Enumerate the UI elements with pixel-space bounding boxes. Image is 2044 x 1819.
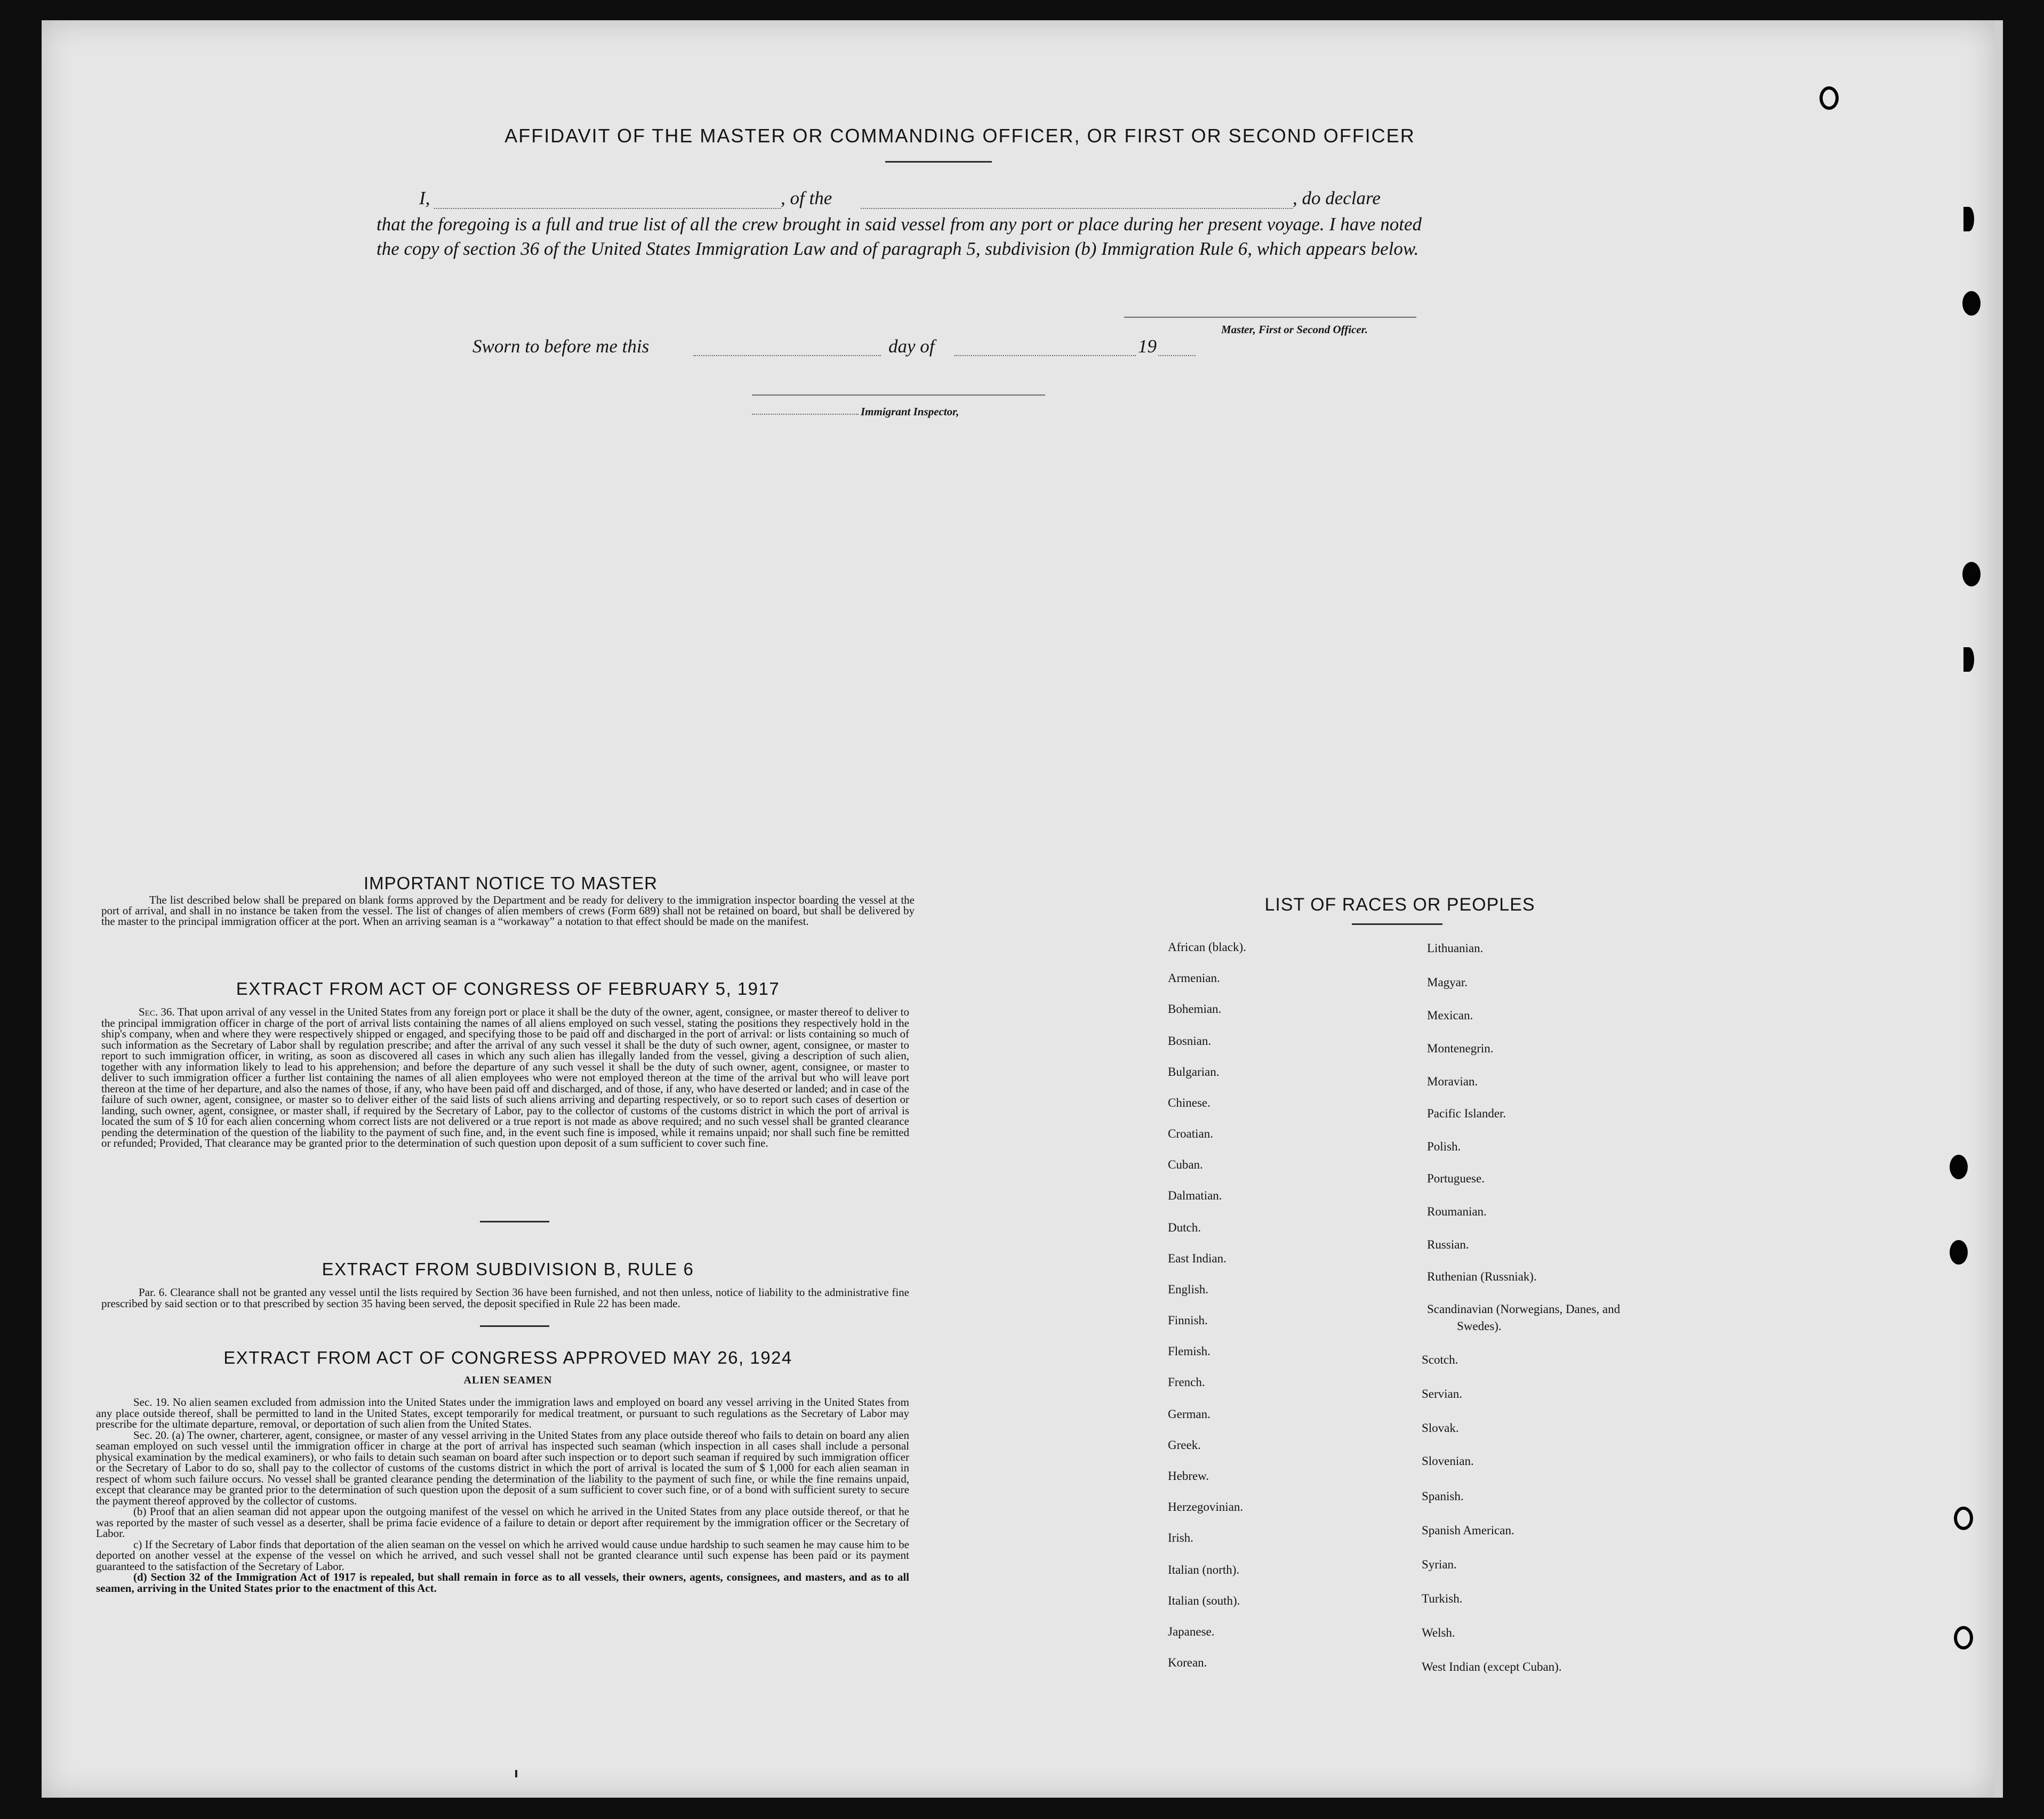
sworn-year-field[interactable]: [1158, 355, 1196, 356]
act-1917-sec-label: Sec. 36.: [139, 1005, 175, 1018]
page-edge: [1994, 20, 2003, 1798]
race-item: Servian.: [1422, 1387, 1463, 1401]
race-item: Italian (south).: [1168, 1594, 1240, 1607]
inspector-signature-line[interactable]: [752, 395, 1045, 396]
rule-6-title: EXTRACT FROM SUBDIVISION B, RULE 6: [322, 1259, 694, 1279]
punch-hole: [1954, 1626, 1973, 1649]
rule-6-body: [101, 1287, 909, 1309]
affidavit-body: that the foregoing is a full and true list of all the crew brought in said vessel from any port or place during her present voyage. I have noted the copy of section 36 of the United States Immigration Law and of paragraph 5, subdivision (b) Immigration Rule 6, which appears below.: [376, 214, 1422, 259]
race-item: West Indian (except Cuban).: [1422, 1660, 1562, 1673]
race-item: Armenian.: [1168, 971, 1220, 985]
punch-hole: [1954, 1507, 1973, 1530]
race-item: Montenegrin.: [1427, 1042, 1494, 1055]
day-of-label: day of: [888, 336, 935, 357]
race-item: Korean.: [1168, 1656, 1207, 1669]
race-item: Magyar.: [1427, 976, 1468, 989]
race-item: Japanese.: [1168, 1625, 1215, 1638]
race-item: Roumanian.: [1427, 1205, 1487, 1218]
act-1924-sec20b: (b) Proof that an alien seaman did not appear upon the outgoing manifest of the vessel on which he arrived in the United States from any place outside thereof, or that he was reported by the master of such vessel as a deserter, shall be prima facie evidence of a failure to detain or deport after requirement by the immigration officer or the Secretary of Labor.: [96, 1505, 909, 1540]
notice-title: IMPORTANT NOTICE TO MASTER: [363, 873, 658, 893]
race-item: Mexican.: [1427, 1009, 1473, 1022]
act-1924-title: EXTRACT FROM ACT OF CONGRESS APPROVED MAY 26, 1924: [223, 1348, 792, 1367]
race-item: Bulgarian.: [1168, 1065, 1220, 1078]
race-item: Chinese.: [1168, 1096, 1211, 1109]
inspector-name-field[interactable]: [752, 414, 859, 415]
race-item: German.: [1168, 1407, 1211, 1421]
act-1924-subtitle: ALIEN SEAMEN: [463, 1374, 552, 1386]
race-item: Moravian.: [1427, 1075, 1478, 1088]
rule-6-text: Par. 6. Clearance shall not be granted any vessel until the lists required by Section 36 have been furnished, and not then unless, notice of liability to the administrative fine prescribed by said section or to that prescribed by section 35 having been served, the deposit specified in Rule 22 has been made.: [101, 1286, 909, 1310]
race-item: Scandinavian (Norwegians, Danes, and Swedes).: [1427, 1302, 1621, 1333]
master-signature-line[interactable]: [1124, 317, 1416, 318]
punch-hole: [1962, 291, 1981, 316]
act-1924-sec20c: c) If the Secretary of Labor finds that deportation of the alien seaman on the vessel on which he arrived would cause undue hardship to such seamen he may cause him to be deported on another vessel at the expense of the vessel on which he arrived, and such vessel shall not be granted clearance until such expense has been paid or its payment guaranteed to the satisfaction of the Secretary of Labor.: [96, 1538, 909, 1573]
punch-hole: [1950, 1240, 1968, 1265]
race-item: Lithuanian.: [1427, 941, 1484, 955]
race-item: Herzegovinian.: [1168, 1500, 1244, 1514]
act-1917-title: EXTRACT FROM ACT OF CONGRESS OF FEBRUARY 5, 1917: [236, 979, 780, 999]
race-item: Turkish.: [1422, 1592, 1463, 1605]
race-item: Ruthenian (Russniak).: [1427, 1270, 1537, 1283]
race-item: Dutch.: [1168, 1221, 1201, 1234]
race-item: Slovak.: [1422, 1421, 1459, 1435]
race-item: Welsh.: [1422, 1626, 1455, 1639]
race-item: Greek.: [1168, 1438, 1201, 1452]
affidavit-i-label: I,: [419, 188, 430, 208]
bottom-mark: [515, 1770, 517, 1777]
race-item: Polish.: [1427, 1140, 1461, 1153]
race-item: English.: [1168, 1283, 1209, 1296]
race-item: Italian (north).: [1168, 1563, 1240, 1576]
act-1917-underline: [480, 1221, 549, 1222]
sworn-label: Sworn to before me this: [472, 336, 650, 357]
race-item: East Indian.: [1168, 1252, 1227, 1265]
race-item: Finnish.: [1168, 1314, 1208, 1327]
act-1924-sec19: Sec. 19. No alien seamen excluded from admission into the United States under the immigration laws and employed on board any vessel arriving in the United States from any place outside thereof, shall be permitted to land in the United States, except temporarily for medical treatment, or pursuant to such regulations as the Secretary of Labor may prescribe for the ultimate departure, removal, or deportation of such alien from the United States.: [96, 1396, 909, 1430]
inspector-label: Immigrant Inspector,: [861, 405, 959, 418]
races-title: LIST OF RACES OR PEOPLES: [1264, 895, 1535, 915]
race-item: Portuguese.: [1427, 1172, 1485, 1185]
sworn-month-field[interactable]: [955, 355, 1136, 356]
act-1917-body: [101, 1007, 909, 1149]
race-item: Spanish.: [1422, 1490, 1464, 1503]
affidavit-title-underline: [885, 161, 992, 163]
act-1924-sec20a: Sec. 20. (a) The owner, charterer, agent, consignee, or master of any vessel arriving in the United States from any place outside thereof who fails to detain on board any alien seaman employed on such vessel until the immigration officer in charge at the port of arrival has inspected such seaman (which inspection in all cases shall include a personal physical examination by the medical examiners), or who fails to detain such seaman on board after such inspection or to deport such seaman if required by such immigration officer or the Secretary of Labor to do so, shall pay to the collector of customs of the customs district in which the port of arrival is located the sum of $ 1,000 for each alien seaman in respect of whom such failure occurs. No vessel shall be granted clearance pending the determination of the liability to the payment of such fine, or while the fine remains unpaid, except that clearance may be granted prior to the determination of such question upon the deposit of a sum sufficient to cover such fine, or of a bond with sufficient surety to secure the payment thereof approved by the collector of customs.: [96, 1428, 909, 1507]
punch-hole: [1963, 647, 1974, 672]
punch-hole: [1950, 1155, 1968, 1179]
sworn-day-field[interactable]: [693, 355, 881, 356]
affidavit-of-the-label: , of the: [781, 188, 832, 208]
race-item: Hebrew.: [1168, 1469, 1209, 1483]
affidavit-do-declare-label: , do declare: [1293, 188, 1381, 208]
race-item: African (black).: [1168, 940, 1246, 954]
race-item: Dalmatian.: [1168, 1189, 1222, 1202]
notice-body: [101, 895, 915, 927]
punch-hole: [1962, 562, 1981, 586]
race-item: Pacific Islander.: [1427, 1107, 1506, 1120]
punch-hole: [1963, 207, 1974, 231]
notice-body-text: The list described below shall be prepared on blank forms approved by the Department and be ready for delivery to the immigration inspector boarding the vessel at the port of arrival, and shall in no instance be taken from the vessel. The list of changes of alien members of crews (Form 689) shall not be retained on board, but shall be delivered by the master to the principal immigration officer at the port. When an arriving seaman is a “workaway” a notation to that effect should be made on the manifest.: [101, 894, 915, 928]
year-prefix: 19: [1138, 336, 1157, 357]
race-item: Bosnian.: [1168, 1034, 1212, 1048]
race-item: Cuban.: [1168, 1158, 1203, 1171]
affidavit-title: AFFIDAVIT OF THE MASTER OR COMMANDING OFFICER, OR FIRST OR SECOND OFFICER: [504, 125, 1415, 147]
race-item: Spanish American.: [1422, 1524, 1514, 1537]
race-item: French.: [1168, 1375, 1205, 1389]
act-1924-body: [96, 1397, 909, 1593]
punch-hole: [1819, 86, 1839, 110]
rule-6-underline: [480, 1325, 549, 1327]
race-item: Irish.: [1168, 1531, 1193, 1544]
race-item: Scotch.: [1422, 1353, 1458, 1366]
race-item: Bohemian.: [1168, 1002, 1222, 1016]
race-item: Flemish.: [1168, 1345, 1211, 1358]
race-item: Russian.: [1427, 1238, 1469, 1251]
races-title-underline: [1352, 923, 1442, 925]
act-1924-sec20d: (d) Section 32 of the Immigration Act of 1917 is repealed, but shall remain in force as to all vessels, their owners, agents, consignees, and masters, and as to all seamen, arriving in the United States prior to the enactment of this Act.: [96, 1571, 909, 1595]
affidavit-vessel-field[interactable]: [861, 208, 1293, 209]
race-item: Syrian.: [1422, 1558, 1457, 1571]
affidavit-name-field[interactable]: [434, 208, 781, 209]
act-1917-text: That upon arrival of any vessel in the United States from any foreign port or place it shall be the duty of the owner, agent, consignee, or master thereof to deliver to the principal immigration officer in charge of the port of arrival lists containing the names of all aliens employed on such vessel, stating the positions they respectively hold in the ship's company, when and where they were respectively shipped or engaged, and specifying those to be paid off and discharged in the port of arrival: or lists containing so much of such information as the Secretary of Labor shall by regulation prescribe; and after the arrival of any such vessel it shall be the duty of such owner, agent, consignee, or master to report to such immigration officer, in writing, as soon as discovered all cases in which any such alien has illegally landed from the vessel, giving a description of such alien, together with any information likely to lead to his apprehension; and before the departure of any such vessel it shall be the duty of such owner, agent, consignee, or master to deliver to such immigration officer a further list containing the names of all alien employees who were not employed thereon at the time of the arrival but who will leave port thereon at the time of her departure, and also the names of those, if any, who have been paid off and discharged, and of those, if any, who have deserted or landed; and in case of the failure of such owner, agent, consignee, or master so to deliver either of the said lists of such aliens arriving and departing respectively, or so to report such cases of desertion or landing, such owner, agent, consignee, or master shall, if required by the Secretary of Labor, pay to the collector of customs of the customs district in which the port of arrival is located the sum of $ 10 for each alien concerning whom correct lists are not delivered or a true report is not made as above required; and no such vessel shall be granted clearance pending the determination of the question of the liability to the payment of such fine, and, in the event such fine is imposed, while it remains unpaid; nor shall such fine be remitted or refunded; Provided, That clearance may be granted prior to the determination of such question upon deposit of a sum sufficient to cover such fine.: [101, 1005, 909, 1149]
master-signature-label: Master, First or Second Officer.: [1221, 323, 1368, 336]
race-item: Croatian.: [1168, 1127, 1213, 1140]
race-item: Slovenian.: [1422, 1454, 1474, 1468]
